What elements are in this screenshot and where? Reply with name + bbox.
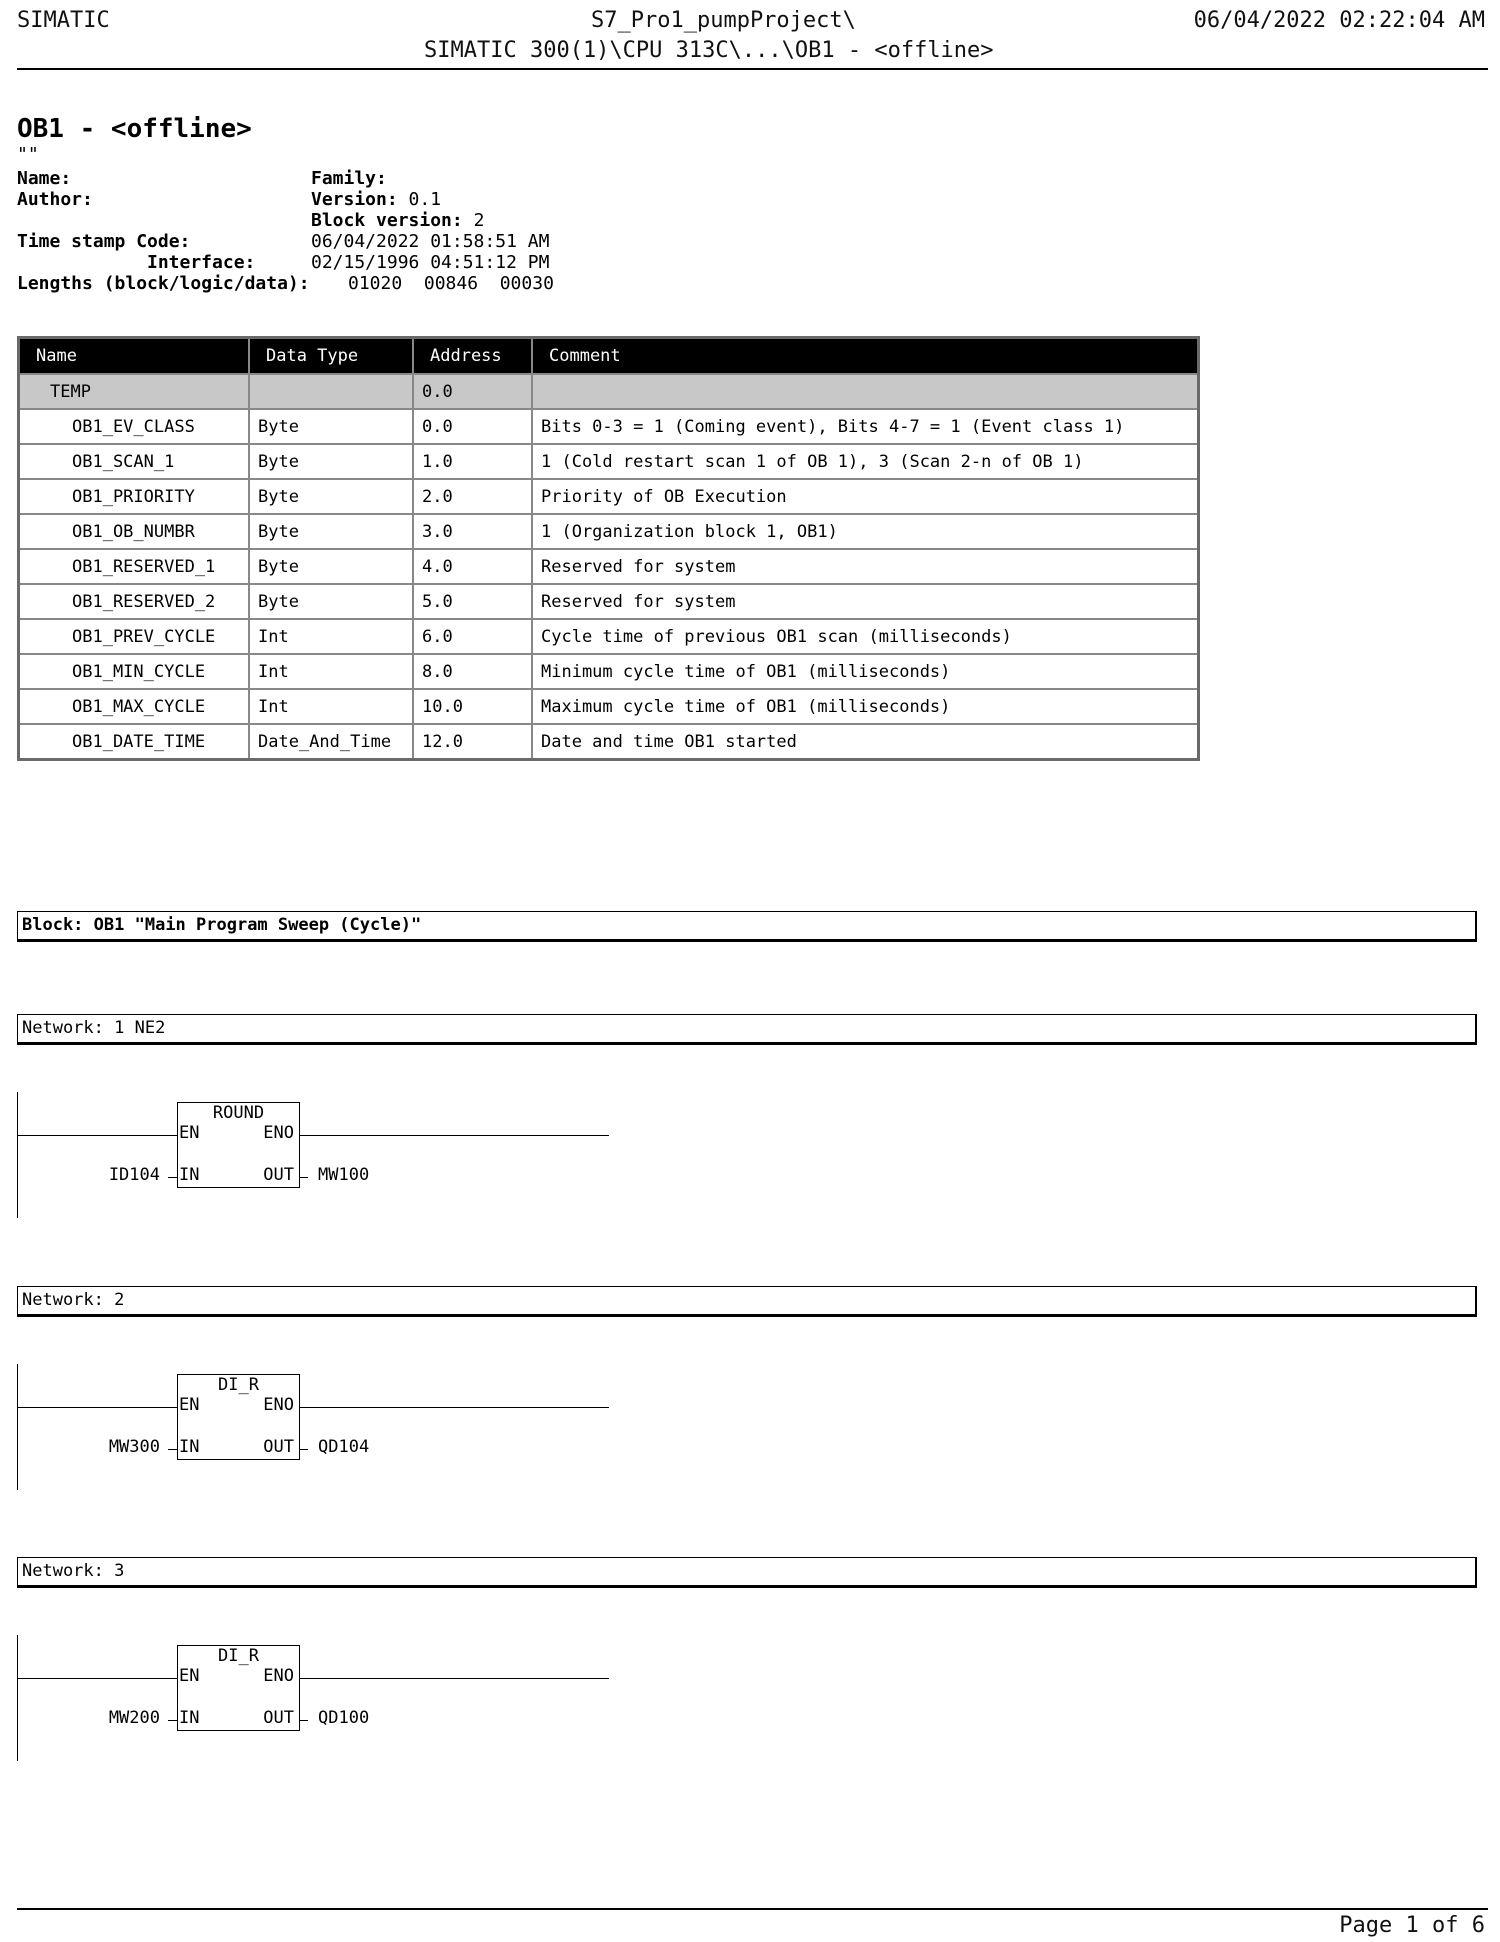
function-box	[177, 1102, 300, 1188]
network-3-diagram	[0, 1635, 700, 1765]
cell-type: Int	[249, 654, 413, 689]
power-rail	[17, 1635, 18, 1761]
table-row	[19, 479, 1199, 514]
timestamp-code-label: Time stamp Code:	[17, 231, 191, 252]
network-2-header	[17, 1286, 1477, 1317]
cell-type: Byte	[249, 514, 413, 549]
input-connector	[168, 1720, 177, 1721]
input-operand: MW200	[108, 1708, 160, 1728]
table-row	[19, 514, 1199, 549]
cell-name: OB1_MIN_CYCLE	[19, 654, 250, 689]
table-row	[19, 689, 1199, 724]
in-pin: IN	[179, 1708, 200, 1728]
cell-address: 6.0	[413, 619, 532, 654]
table-row	[19, 619, 1199, 654]
table-header-row	[19, 338, 1199, 375]
version-line: Version: 0.1	[311, 189, 442, 210]
family-label: Family:	[311, 168, 387, 189]
table-row	[19, 584, 1199, 619]
table-row	[19, 549, 1199, 584]
cell-name: TEMP	[19, 374, 250, 409]
input-connector	[168, 1177, 177, 1178]
cell-address: 0.0	[413, 374, 532, 409]
cell-type: Byte	[249, 479, 413, 514]
cell-name: OB1_MAX_CYCLE	[19, 689, 250, 724]
eno-wire	[299, 1135, 609, 1136]
cell-type	[249, 374, 413, 409]
block-title: OB1 - <offline>	[17, 114, 252, 144]
table-section-row	[19, 374, 1199, 409]
out-pin: OUT	[263, 1165, 294, 1185]
interface-value: 02/15/1996 04:51:12 PM	[311, 252, 550, 273]
cell-name: OB1_EV_CLASS	[19, 409, 250, 444]
cell-comment	[532, 374, 1199, 409]
block-comment: ""	[17, 144, 39, 165]
en-wire	[17, 1678, 177, 1679]
cell-type: Int	[249, 619, 413, 654]
network-1-title: NE2	[134, 1018, 166, 1038]
cell-comment: Date and time OB1 started	[532, 724, 1199, 760]
in-pin: IN	[179, 1437, 200, 1457]
block-header-bar	[17, 911, 1477, 942]
cell-address: 0.0	[413, 409, 532, 444]
cell-name: OB1_PRIORITY	[19, 479, 250, 514]
output-connector	[299, 1720, 308, 1721]
cell-type: Byte	[249, 444, 413, 479]
power-rail	[17, 1364, 18, 1490]
cell-address: 3.0	[413, 514, 532, 549]
interface-label: Interface:	[147, 252, 256, 273]
cell-comment: Bits 0-3 = 1 (Coming event), Bits 4-7 = 1 (Event class 1)	[532, 409, 1199, 444]
operation-name: DI_R	[218, 1646, 259, 1666]
en-pin: EN	[179, 1123, 200, 1143]
input-operand: ID104	[108, 1165, 160, 1185]
output-connector	[299, 1177, 308, 1178]
table-row	[19, 724, 1199, 760]
in-pin: IN	[179, 1165, 200, 1185]
cell-comment: Reserved for system	[532, 584, 1199, 619]
out-pin: OUT	[263, 1708, 294, 1728]
header-project-path: S7_Pro1_pumpProject\	[591, 8, 856, 33]
version-value: 0.1	[408, 189, 442, 210]
network-1-label: Network: 1	[22, 1018, 125, 1038]
cell-name: OB1_DATE_TIME	[19, 724, 250, 760]
operation-name: ROUND	[212, 1103, 265, 1123]
cell-address: 1.0	[413, 444, 532, 479]
eno-pin: ENO	[263, 1666, 294, 1686]
eno-wire	[299, 1407, 609, 1408]
column-header-name: Name	[19, 338, 250, 375]
network-1-header	[17, 1014, 1477, 1045]
cell-type: Byte	[249, 584, 413, 619]
network-1-diagram	[0, 1092, 700, 1222]
header-app-name: SIMATIC	[17, 8, 110, 33]
cell-address: 8.0	[413, 654, 532, 689]
cell-name: OB1_PREV_CYCLE	[19, 619, 250, 654]
cell-comment: Reserved for system	[532, 549, 1199, 584]
network-2-label: Network: 2	[22, 1290, 125, 1310]
variable-table	[17, 336, 1200, 761]
input-operand: MW300	[108, 1437, 160, 1457]
author-label: Author:	[17, 189, 93, 210]
cell-comment: Priority of OB Execution	[532, 479, 1199, 514]
name-label: Name:	[17, 168, 72, 189]
network-3-label: Network: 3	[22, 1561, 125, 1581]
cell-address: 10.0	[413, 689, 532, 724]
power-rail	[17, 1092, 18, 1218]
lengths-label: Lengths (block/logic/data):	[17, 273, 310, 294]
cell-address: 5.0	[413, 584, 532, 619]
header-block-path: SIMATIC 300(1)\CPU 313C\...\OB1 - <offline>	[424, 38, 994, 63]
output-operand: QD104	[318, 1437, 370, 1457]
column-header-data-type: Data Type	[249, 338, 413, 375]
function-box	[177, 1645, 300, 1731]
cell-comment: 1 (Cold restart scan 1 of OB 1), 3 (Scan 2-n of OB 1)	[532, 444, 1199, 479]
cell-address: 2.0	[413, 479, 532, 514]
cell-comment: Maximum cycle time of OB1 (milliseconds)	[532, 689, 1199, 724]
cell-name: OB1_RESERVED_1	[19, 549, 250, 584]
en-pin: EN	[179, 1666, 200, 1686]
lengths-value: 01020 00846 00030	[348, 273, 554, 294]
en-wire	[17, 1135, 177, 1136]
network-3-header	[17, 1557, 1477, 1588]
cell-address: 12.0	[413, 724, 532, 760]
header-datetime: 06/04/2022 02:22:04 AM	[1193, 8, 1485, 33]
output-operand: MW100	[318, 1165, 370, 1185]
block-label: Block: OB1	[22, 915, 125, 935]
eno-pin: ENO	[263, 1395, 294, 1415]
network-2-diagram	[0, 1364, 700, 1494]
cell-name: OB1_SCAN_1	[19, 444, 250, 479]
cell-name: OB1_OB_NUMBR	[19, 514, 250, 549]
function-box	[177, 1374, 300, 1460]
output-operand: QD100	[318, 1708, 370, 1728]
footer-divider	[17, 1908, 1488, 1910]
cell-comment: 1 (Organization block 1, OB1)	[532, 514, 1199, 549]
cell-name: OB1_RESERVED_2	[19, 584, 250, 619]
input-connector	[168, 1449, 177, 1450]
eno-wire	[299, 1678, 609, 1679]
cell-address: 4.0	[413, 549, 532, 584]
table-row	[19, 444, 1199, 479]
column-header-comment: Comment	[532, 338, 1199, 375]
header-divider	[17, 68, 1488, 70]
en-wire	[17, 1407, 177, 1408]
out-pin: OUT	[263, 1437, 294, 1457]
operation-name: DI_R	[218, 1375, 259, 1395]
timestamp-code-value: 06/04/2022 01:58:51 AM	[311, 231, 550, 252]
output-connector	[299, 1449, 308, 1450]
column-header-address: Address	[413, 338, 532, 375]
eno-pin: ENO	[263, 1123, 294, 1143]
cell-type: Int	[249, 689, 413, 724]
block-version-value: 2	[473, 210, 485, 231]
table-row	[19, 654, 1199, 689]
table-row	[19, 409, 1199, 444]
block-description: "Main Program Sweep (Cycle)"	[134, 915, 422, 935]
cell-type: Date_And_Time	[249, 724, 413, 760]
cell-comment: Minimum cycle time of OB1 (milliseconds)	[532, 654, 1199, 689]
block-version-line: Block version: 2	[311, 210, 485, 231]
en-pin: EN	[179, 1395, 200, 1415]
cell-type: Byte	[249, 409, 413, 444]
page-number: Page 1 of 6	[1339, 1913, 1485, 1938]
cell-type: Byte	[249, 549, 413, 584]
cell-comment: Cycle time of previous OB1 scan (milliseconds)	[532, 619, 1199, 654]
